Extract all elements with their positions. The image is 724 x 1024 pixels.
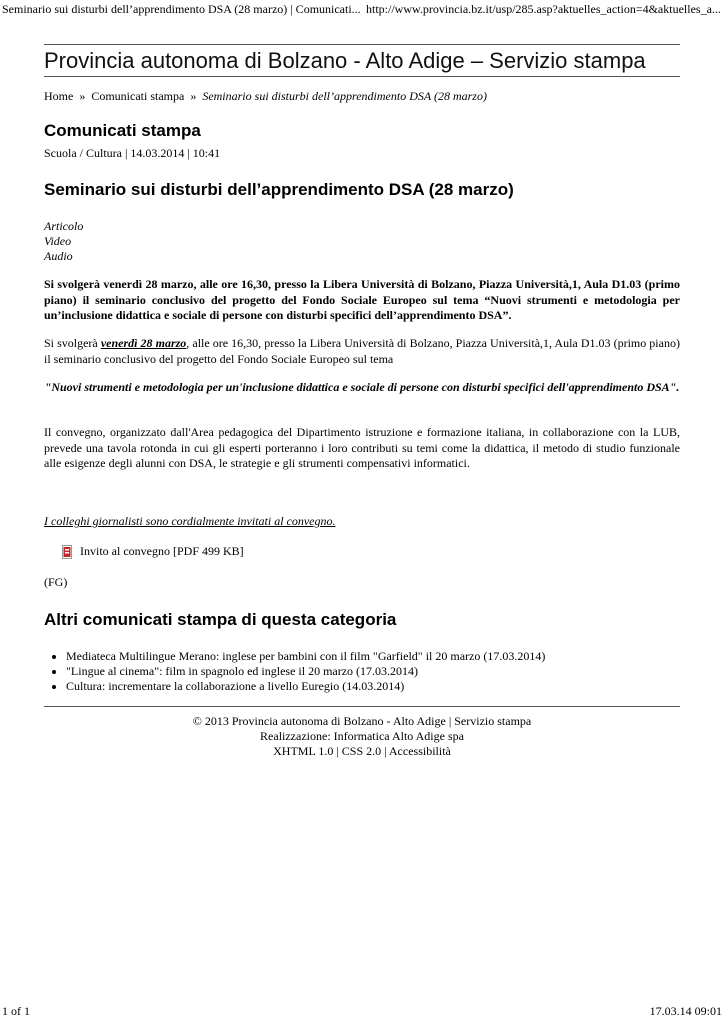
footer-service-link[interactable]: Servizio stampa xyxy=(454,714,532,728)
site-title: Provincia autonoma di Bolzano - Alto Adige – Servizio stampa xyxy=(44,44,680,77)
related-list xyxy=(44,649,545,694)
related-link[interactable]: Cultura: incrementare la collaborazione a livello Euregio (14.03.2014) xyxy=(66,679,405,693)
css-link[interactable]: CSS 2.0 xyxy=(341,744,382,758)
footer-divider xyxy=(44,706,680,707)
breadcrumb xyxy=(44,89,487,104)
attachment-link[interactable]: Invito al convegno [PDF 499 KB] xyxy=(80,544,244,558)
print-header xyxy=(0,0,724,20)
footer-separator: | xyxy=(384,744,387,758)
article-body-paragraph xyxy=(44,336,680,367)
article-meta: Scuola / Cultura | 14.03.2014 | 10:41 xyxy=(44,146,221,160)
accessibility-link[interactable]: Accessibilità xyxy=(388,744,451,758)
breadcrumb-home-link[interactable]: Home xyxy=(44,89,74,103)
breadcrumb-current: Seminario sui disturbi dell’apprendimento DSA (28 marzo) xyxy=(202,89,487,103)
body-date-emphasis: venerdì 28 marzo xyxy=(100,336,187,350)
author-signature: (FG) xyxy=(44,575,68,589)
media-link-video[interactable]: Video xyxy=(44,234,72,248)
breadcrumb-separator: » xyxy=(190,89,197,103)
body-text-pre: Si svolgerà xyxy=(44,336,101,350)
media-link-articolo[interactable]: Articolo xyxy=(44,219,84,233)
list-item xyxy=(66,664,545,679)
related-link[interactable]: Mediateca Multilingue Merano: inglese per bambini con il film "Garfield" il 20 marzo (17.03.2014) xyxy=(66,649,546,663)
xhtml-link[interactable]: XHTML 1.0 xyxy=(273,744,334,758)
print-datetime: 17.03.14 09:01 xyxy=(649,1004,722,1018)
footer-realization: Realizzazione: Informatica Alto Adige spa xyxy=(260,729,464,743)
body-text-post: , alle ore 16,30, presso la Libera Università di Bolzano, Piazza Università,1, Aula D1.03 (primo piano) il seminario conclusivo del progetto del Fondo Sociale Europeo sul tema xyxy=(44,336,680,366)
related-link[interactable]: "Lingue al cinema": film in spagnolo ed inglese il 20 marzo (17.03.2014) xyxy=(66,664,419,678)
page-footer xyxy=(44,714,680,759)
article-title: Seminario sui disturbi dell’apprendimento DSA (28 marzo) xyxy=(44,180,514,199)
list-item xyxy=(66,649,545,664)
media-links xyxy=(44,219,83,264)
section-heading: Comunicati stampa xyxy=(44,121,201,140)
breadcrumb-separator: » xyxy=(79,89,86,103)
article-lead: Si svolgerà venerdì 28 marzo, alle ore 16,30, presso la Libera Università di Bolzano, Piazza Università,1, Aula D1.03 (primo piano) il seminario conclusivo del progetto del Fondo Sociale Europeo sul tema “Nuovi strumenti e metodologia per un’inclusione didattica e sociale di persone con disturbi specifici dell’apprendimento DSA”. xyxy=(44,277,680,322)
breadcrumb-section-link[interactable]: Comunicati stampa xyxy=(91,89,185,103)
related-heading: Altri comunicati stampa di questa categoria xyxy=(44,610,397,629)
footer-line-1 xyxy=(44,714,680,729)
article-quote: "Nuovi strumenti e metodologia per un'inclusione didattica e sociale di persone con disturbi specifici dell'apprendimento DSA". xyxy=(44,380,680,394)
journalist-invite: I colleghi giornalisti sono cordialmente invitati al convegno. xyxy=(44,514,336,528)
article-body-paragraph-2: Il convegno, organizzato dall'Area pedagogica del Dipartimento istruzione e formazione italiana, in collaborazione con la LUB, prevede una tavola rotonda in cui gli esperti porteranno i loro contributi su temi come la didattica, il metodo di studio funzionale alle esigenze degli alunni con DSA, le strategie e gli strumenti compensativi informatici. xyxy=(44,425,680,470)
footer-line-3 xyxy=(44,744,680,759)
footer-copyright: © 2013 Provincia autonoma di Bolzano - Alto Adige xyxy=(192,714,446,728)
print-page-number: 1 of 1 xyxy=(2,1004,30,1018)
print-header-title: Seminario sui disturbi dell’apprendimento DSA (28 marzo) | Comunicati... xyxy=(2,2,361,16)
pdf-icon xyxy=(62,545,72,559)
footer-separator: | xyxy=(336,744,339,758)
list-item xyxy=(66,679,545,694)
print-header-url: http://www.provincia.bz.it/usp/285.asp?aktuelles_action=4&aktuelles_a... xyxy=(366,2,721,16)
attachment[interactable] xyxy=(62,544,244,559)
media-link-audio[interactable]: Audio xyxy=(44,249,73,263)
footer-separator: | xyxy=(448,714,452,728)
